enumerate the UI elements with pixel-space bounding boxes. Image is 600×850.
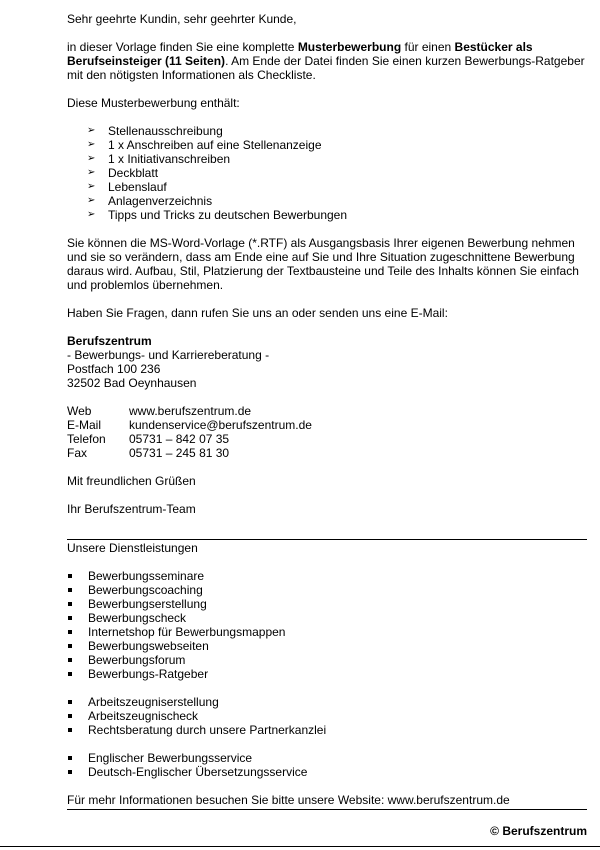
greeting: Sehr geehrte Kundin, sehr geehrter Kunde, bbox=[67, 12, 297, 26]
contents-list bbox=[67, 124, 587, 222]
list-item: Bewerbungsseminare bbox=[67, 569, 587, 583]
list-item: Bewerbungs-Ratgeber bbox=[67, 667, 587, 681]
divider bbox=[67, 539, 587, 540]
square-bullet-icon bbox=[68, 602, 72, 606]
contact-row-email bbox=[67, 418, 587, 432]
list-item: Deutsch-Englischer Übersetzungsservice bbox=[67, 765, 587, 779]
intro-text-1: in dieser Vorlage finden Sie eine komplette bbox=[67, 40, 298, 54]
square-bullet-icon bbox=[68, 756, 72, 760]
contact-email-link[interactable]: kundenservice@berufszentrum.de bbox=[129, 418, 312, 432]
intro-bold-1: Musterbewerbung bbox=[297, 40, 402, 54]
contact-row-phone bbox=[67, 432, 587, 446]
square-bullet-icon bbox=[68, 658, 72, 662]
arrow-bullet-icon: ➢ bbox=[87, 167, 96, 178]
arrow-bullet-icon: ➢ bbox=[87, 181, 96, 192]
list-item: Arbeitszeugnischeck bbox=[67, 709, 587, 723]
square-bullet-icon bbox=[68, 728, 72, 732]
services-heading: Unsere Dienstleistungen bbox=[67, 541, 198, 555]
arrow-bullet-icon: ➢ bbox=[87, 125, 96, 136]
usage-paragraph: Sie können die MS-Word-Vorlage (*.RTF) als Ausgangsbasis Ihrer eigenen Bewerbung nehmen und sie so verändern, dass am Ende eine auf Sie und Ihre Situation zugeschnittene Bewerbung daraus wird. Aufbau, Stil, Platzierung der Textbausteine und Teile des Inhalts können Sie einfach und problemlos übernehmen. bbox=[67, 236, 579, 292]
list-item: ➢ Tipps und Tricks zu deutschen Bewerbungen bbox=[87, 208, 348, 222]
contents-heading: Diese Musterbewerbung enthält: bbox=[67, 96, 240, 110]
address-line: Postfach 100 236 bbox=[67, 362, 161, 376]
square-bullet-icon bbox=[68, 714, 72, 718]
contact-value: 05731 – 245 81 30 bbox=[129, 446, 230, 460]
square-bullet-icon bbox=[68, 700, 72, 704]
services-list-3 bbox=[67, 751, 587, 779]
intro-text-2: für einen bbox=[401, 40, 455, 54]
document-page bbox=[67, 12, 587, 838]
list-item: ➢ Deckblatt bbox=[87, 166, 159, 180]
contact-label: Fax bbox=[67, 446, 88, 460]
contact-label: Telefon bbox=[67, 432, 106, 446]
list-item: Rechtsberatung durch unsere Partnerkanzlei bbox=[67, 723, 587, 737]
square-bullet-icon bbox=[68, 672, 72, 676]
list-item: Bewerbungscheck bbox=[67, 611, 587, 625]
list-item: Bewerbungscoaching bbox=[67, 583, 587, 597]
address-line: - Bewerbungs- und Karriereberatung - bbox=[67, 348, 270, 362]
contact-value: 05731 – 842 07 35 bbox=[129, 432, 230, 446]
contact-row-fax bbox=[67, 446, 587, 460]
contact-label: Web bbox=[67, 404, 92, 418]
list-item: Bewerbungserstellung bbox=[67, 597, 587, 611]
list-item: Bewerbungswebseiten bbox=[67, 639, 587, 653]
signature: Ihr Berufszentrum-Team bbox=[67, 502, 196, 516]
list-item: Englischer Bewerbungsservice bbox=[67, 751, 587, 765]
square-bullet-icon bbox=[68, 770, 72, 774]
more-info: Für mehr Informationen besuchen Sie bitte unsere Website: www.berufszentrum.de bbox=[67, 793, 510, 807]
list-item: ➢ Stellenausschreibung bbox=[87, 124, 223, 138]
list-item: Arbeitszeugniserstellung bbox=[67, 695, 587, 709]
square-bullet-icon bbox=[68, 616, 72, 620]
arrow-bullet-icon: ➢ bbox=[87, 153, 96, 164]
page-bottom-divider bbox=[0, 846, 600, 847]
contact-label: E-Mail bbox=[67, 418, 102, 432]
contact-row-web bbox=[67, 404, 587, 418]
arrow-bullet-icon: ➢ bbox=[87, 209, 96, 220]
contact-web-link[interactable]: www.berufszentrum.de bbox=[129, 404, 252, 418]
intro-paragraph bbox=[67, 40, 587, 82]
arrow-bullet-icon: ➢ bbox=[87, 195, 96, 206]
list-item: ➢ Lebenslauf bbox=[87, 180, 167, 194]
intro-bold-2: Bestücker als Berufseinsteiger (11 Seiten) bbox=[67, 40, 533, 68]
intro-text-3: . Am Ende der Datei finden Sie einen kurzen Bewerbungs-Ratgeber mit den nötigsten Informationen als Checkliste. bbox=[67, 54, 585, 82]
list-item: Internetshop für Bewerbungsmappen bbox=[67, 625, 587, 639]
list-item: ➢ Anlagenverzeichnis bbox=[87, 194, 213, 208]
list-item: Bewerbungsforum bbox=[67, 653, 587, 667]
address-block bbox=[67, 334, 587, 390]
square-bullet-icon bbox=[68, 574, 72, 578]
list-item: ➢ 1 x Anschreiben auf eine Stellenanzeige bbox=[87, 138, 322, 152]
square-bullet-icon bbox=[68, 644, 72, 648]
company-name: Berufszentrum bbox=[67, 334, 152, 348]
questions-paragraph: Haben Sie Fragen, dann rufen Sie uns an oder senden uns eine E-Mail: bbox=[67, 306, 448, 320]
contact-block bbox=[67, 404, 587, 460]
list-item: ➢ 1 x Initiativanschreiben bbox=[87, 152, 231, 166]
arrow-bullet-icon: ➢ bbox=[87, 139, 96, 150]
square-bullet-icon bbox=[68, 630, 72, 634]
closing: Mit freundlichen Grüßen bbox=[67, 474, 196, 488]
services-list-1 bbox=[67, 569, 587, 681]
services-list-2 bbox=[67, 695, 587, 737]
copyright: © Berufszentrum bbox=[490, 824, 587, 838]
address-line: 32502 Bad Oeynhausen bbox=[67, 376, 197, 390]
square-bullet-icon bbox=[68, 588, 72, 592]
